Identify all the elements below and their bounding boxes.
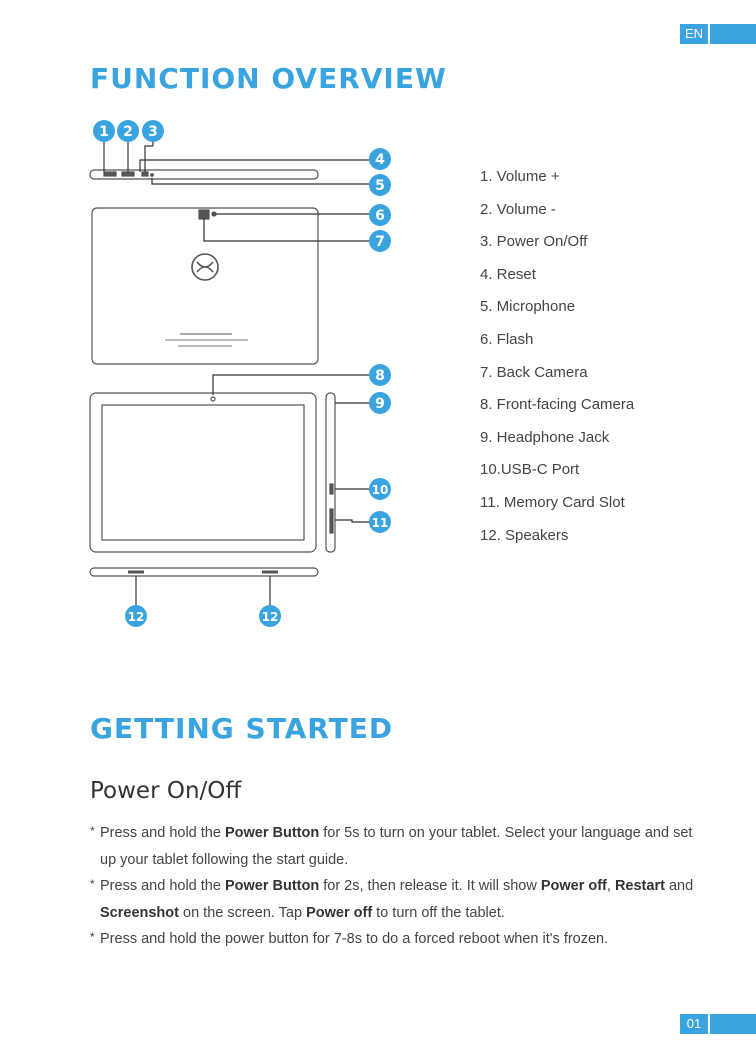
marker-10: [369, 478, 391, 500]
marker-12-right: [259, 605, 281, 627]
callout-item: 11. Memory Card Slot: [480, 493, 625, 511]
svg-text:12: 12: [127, 610, 145, 624]
instruction-step: [90, 873, 710, 926]
marker-7: [369, 230, 391, 252]
instruction-step: [90, 926, 710, 953]
marker-11: [369, 511, 391, 533]
instruction-text: for 2s, then release it. It will show: [319, 878, 541, 894]
marker-2: [117, 120, 139, 142]
svg-text:11: 11: [371, 516, 389, 530]
instruction-text: for 5s to turn on your tablet. Select your language and set up your tablet following the start guide.: [100, 825, 693, 868]
svg-text:3: 3: [148, 124, 158, 140]
callout-item: 8. Front-facing Camera: [480, 396, 635, 414]
instruction-text: ,: [606, 878, 615, 894]
tablet-bottom-edge: [90, 568, 318, 576]
marker-5: [369, 174, 391, 196]
svg-text:6: 6: [375, 208, 385, 224]
tablet-front-view: [90, 393, 316, 552]
instruction-text: and: [664, 878, 694, 894]
instruction-emphasis: Power Button: [224, 878, 320, 894]
callout-item: 7. Back Camera: [480, 363, 588, 381]
instruction-text: to turn off the tablet.: [372, 904, 505, 921]
instruction-emphasis: Power Button: [224, 825, 320, 841]
svg-text:4: 4: [375, 152, 385, 168]
footer-accent-bar: [710, 1014, 756, 1034]
callout-item: 5. Microphone: [480, 298, 576, 316]
svg-text:7: 7: [375, 234, 385, 250]
instruction-text: on the screen. Tap: [178, 904, 307, 921]
marker-1: [93, 120, 115, 142]
svg-text:8: 8: [375, 368, 385, 384]
marker-9: [369, 392, 391, 414]
callout-item: 2. Volume -: [480, 200, 556, 218]
callout-list: [480, 165, 634, 556]
instruction-emphasis: Power off: [540, 878, 607, 894]
svg-text:1: 1: [99, 124, 109, 140]
instruction-emphasis: Power off: [306, 904, 373, 921]
instruction-step: [90, 820, 710, 873]
instruction-emphasis: Restart: [614, 878, 665, 894]
svg-text:5: 5: [375, 178, 385, 194]
instruction-text: Press and hold the: [100, 825, 225, 841]
svg-text:10: 10: [371, 483, 389, 497]
getting-started-title: GETTING STARTED: [90, 712, 394, 745]
svg-text:2: 2: [123, 124, 133, 140]
marker-8: [369, 364, 391, 386]
function-overview-title: FUNCTION OVERVIEW: [90, 62, 447, 95]
callout-item: 1. Volume +: [480, 168, 560, 185]
callout-item: 9. Headphone Jack: [480, 428, 610, 446]
marker-6: [369, 204, 391, 226]
power-instructions-list: [90, 820, 710, 953]
svg-text:12: 12: [261, 610, 279, 624]
callout-item: 3. Power On/Off: [480, 233, 588, 251]
page-number: 01: [680, 1014, 708, 1034]
callout-item: 6. Flash: [480, 330, 534, 348]
marker-3: [142, 120, 164, 142]
instruction-text: Press and hold the: [100, 878, 225, 894]
callout-item: 4. Reset: [480, 265, 536, 283]
svg-text:9: 9: [375, 396, 385, 412]
marker-12-left: [125, 605, 147, 627]
language-tab: EN: [680, 24, 708, 44]
instruction-emphasis: Screenshot: [100, 904, 179, 921]
instruction-text: Press and hold the power button for 7-8s to do a forced reboot when it's frozen.: [100, 931, 609, 947]
callout-item: 12. Speakers: [480, 526, 569, 544]
callout-item: 10.USB-C Port: [480, 461, 580, 479]
power-on-off-heading: Power On/Off: [90, 778, 242, 804]
marker-4: [369, 148, 391, 170]
